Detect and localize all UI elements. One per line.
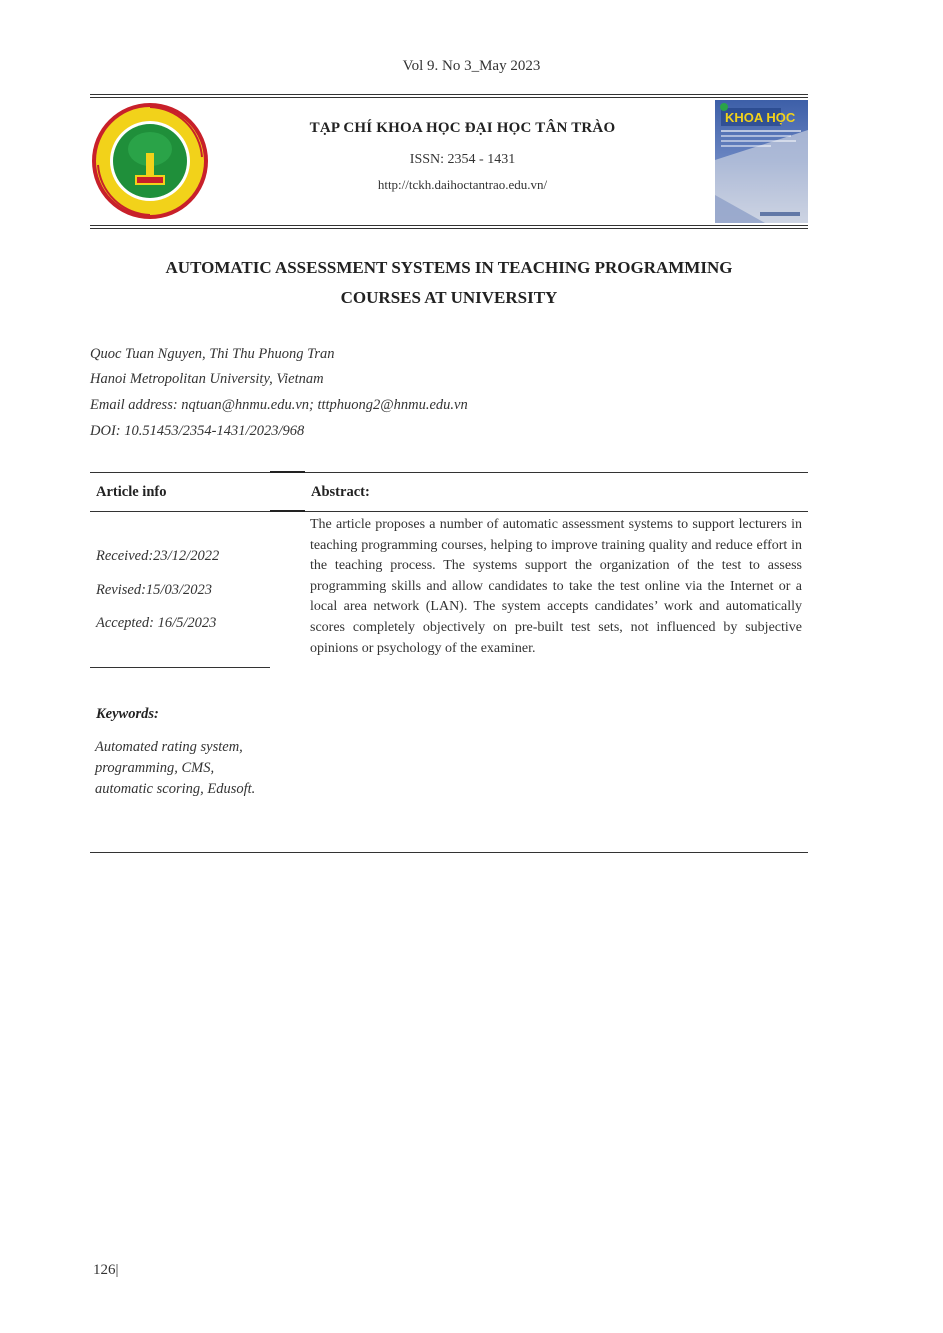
abstract-heading: Abstract: — [311, 484, 370, 500]
keywords-list: Automated rating system, programming, CMS, automatic scoring, Edusoft. — [95, 739, 256, 797]
article-title-line-1: AUTOMATIC ASSESSMENT SYSTEMS IN TEACHING PROGRAMMING — [165, 258, 733, 277]
cover-title-text: KHOA HỌC — [725, 110, 796, 125]
doi: DOI: 10.51453/2354-1431/2023/968 — [90, 423, 305, 439]
revised-date: Revised:15/03/2023 — [96, 582, 212, 598]
volume-issue: Vol 9. No 3_May 2023 — [402, 58, 541, 74]
affiliation: Hanoi Metropolitan University, Vietnam — [90, 371, 324, 387]
info-table-header-rule — [90, 511, 808, 512]
accepted-date: Accepted: 16/5/2023 — [96, 615, 217, 631]
header-rule-top-2 — [90, 97, 808, 98]
journal-url[interactable]: http://tckh.daihoctantrao.edu.vn/ — [377, 177, 548, 192]
journal-cover-image — [715, 100, 808, 223]
article-info-heading: Article info — [96, 484, 167, 500]
info-table-top-rule — [90, 472, 808, 473]
info-table-top-accent — [270, 471, 305, 473]
header-rule-bottom-2 — [90, 228, 808, 229]
info-table-bottom-rule — [90, 852, 808, 853]
page-number: 126| — [93, 1262, 119, 1278]
university-logo — [90, 101, 210, 221]
abstract-text: The article proposes a number of automatic assessment systems to support lecturers in teaching programming courses, helping to improve training quality and reduce effort in the teaching process. The systems support the organization of the test to assess programming skills and allow candidates to take the test online via the Internet or a local area network (LAN). The system accepts candidates’ work and automatically scores completely objectively on pre-built test sets, not influenced by subjective opinions or psychology of the examiner. — [310, 517, 802, 656]
received-date: Received:23/12/2022 — [96, 548, 220, 564]
email-address: Email address: nqtuan@hnmu.edu.vn; tttphuong2@hnmu.edu.vn — [90, 397, 468, 413]
authors: Quoc Tuan Nguyen, Thi Thu Phuong Tran — [90, 346, 335, 362]
article-title-line-2: COURSES AT UNIVERSITY — [340, 288, 558, 307]
header-rule-top — [90, 94, 808, 95]
info-table-header-accent — [270, 510, 305, 512]
keywords-heading: Keywords: — [96, 706, 159, 722]
header-rule-bottom — [90, 225, 808, 226]
journal-issn: ISSN: 2354 - 1431 — [409, 152, 516, 167]
journal-name: TẠP CHÍ KHOA HỌC ĐẠI HỌC TÂN TRÀO — [309, 120, 616, 136]
dates-bottom-rule — [90, 667, 270, 668]
